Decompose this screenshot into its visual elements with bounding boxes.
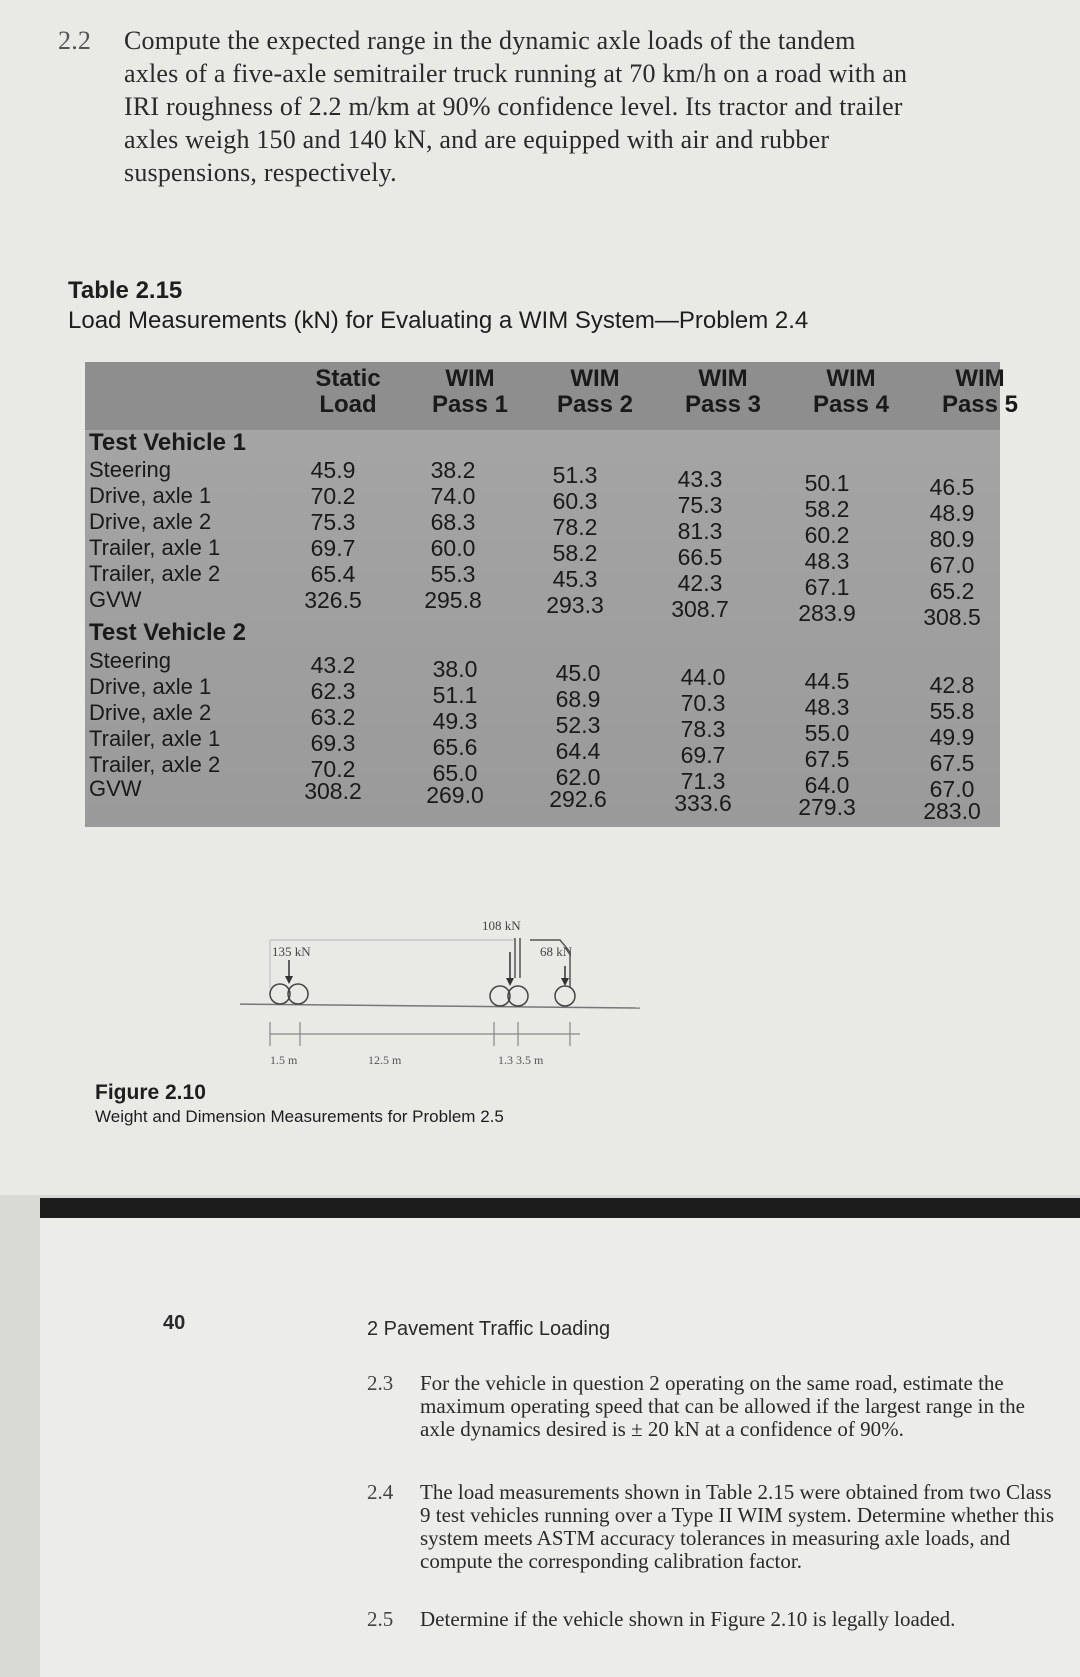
table-cell: 65.6 bbox=[432, 734, 478, 760]
table-cell: 65.0 bbox=[432, 760, 478, 786]
table-cell: 65.4 bbox=[310, 561, 356, 587]
table-cell: 45.3 bbox=[552, 566, 598, 592]
row-label: Trailer, axle 1 bbox=[89, 726, 221, 751]
table-cell: 48.9 bbox=[929, 500, 975, 526]
problem-text: Determine if the vehicle shown in Figure 2.10 is legally loaded. bbox=[420, 1607, 956, 1631]
row-label: GVW bbox=[89, 587, 142, 612]
group-title-vehicle-2: Test Vehicle 2 bbox=[89, 619, 246, 646]
wheel-icon bbox=[490, 986, 510, 1006]
table-cell: 60.0 bbox=[430, 535, 476, 561]
table-cell: 67.0 bbox=[929, 552, 975, 578]
column-header-static: Static Load bbox=[315, 365, 381, 418]
table-cell: 50.1 bbox=[804, 470, 850, 496]
table-cell: 293.3 bbox=[546, 592, 604, 618]
table-cell: 295.8 bbox=[424, 587, 482, 613]
table-cell: 75.3 bbox=[677, 492, 723, 518]
table-cell: 78.3 bbox=[680, 716, 726, 742]
table-cell: 66.5 bbox=[677, 544, 723, 570]
table-cell: 45.0 bbox=[555, 660, 601, 686]
figure-title: Weight and Dimension Measurements for Problem 2.5 bbox=[95, 1107, 504, 1126]
table-cell: 49.9 bbox=[929, 724, 975, 750]
problem-text: Compute the expected range in the dynamic axle loads of the tandem axles of a five-axle semitrailer truck running at 70 km/h on a road with an IRI roughness of 2.2 m/km at 90% confidence level. Its tractor and trailer axles weigh 150 and 140 kN, and are equipped with air and rubber suspensions, respectively. bbox=[124, 26, 908, 187]
table-cell: 70.2 bbox=[310, 756, 356, 782]
table-cell: 38.0 bbox=[432, 656, 478, 682]
table-cell: 51.1 bbox=[432, 682, 478, 708]
table-cell: 48.3 bbox=[804, 548, 850, 574]
problem-text: The load measurements shown in Table 2.15 were obtained from two Class 9 test vehicles running over a Type II WIM system. Determine whether this system meets ASTM accuracy tolerances in measuring axle loads, and compute the corresponding calibration factor. bbox=[420, 1480, 1055, 1573]
page-number: 40 bbox=[163, 1312, 186, 1334]
load-label-rear: 135 kN bbox=[272, 944, 311, 959]
road-line bbox=[240, 1004, 640, 1008]
table-cell: 38.2 bbox=[430, 457, 476, 483]
table-cell: 67.0 bbox=[929, 776, 975, 802]
table-cell: 308.7 bbox=[671, 596, 729, 622]
column-header-pass-3: WIM Pass 3 bbox=[684, 365, 762, 418]
table-cell: 67.1 bbox=[804, 574, 850, 600]
column-header-pass-5: WIM Pass 5 bbox=[941, 365, 1019, 418]
wheel-icon bbox=[508, 986, 528, 1006]
table-cell: 80.9 bbox=[929, 526, 975, 552]
row-label: Drive, axle 2 bbox=[89, 509, 212, 534]
table-cell: 70.2 bbox=[310, 483, 356, 509]
table-cell: 46.5 bbox=[929, 474, 975, 500]
table-cell: 69.3 bbox=[310, 730, 356, 756]
table-cell: 70.3 bbox=[680, 690, 726, 716]
table-cell: 43.2 bbox=[310, 652, 356, 678]
chapter-title: 2 Pavement Traffic Loading bbox=[367, 1318, 611, 1340]
dimension-label: 1.3 3.5 m bbox=[498, 1053, 544, 1067]
arrow-head-icon bbox=[285, 976, 293, 984]
figure-caption bbox=[95, 1080, 504, 1128]
table-cell: 326.5 bbox=[304, 587, 362, 613]
page-divider bbox=[40, 1198, 1080, 1218]
table-title: Load Measurements (kN) for Evaluating a WIM System—Problem 2.4 bbox=[68, 307, 809, 334]
table-cell: 58.2 bbox=[552, 540, 598, 566]
table-cell: 308.5 bbox=[923, 604, 981, 630]
table-cell: 68.3 bbox=[430, 509, 476, 535]
table-cell: 42.3 bbox=[677, 570, 723, 596]
arrow-head-icon bbox=[506, 978, 514, 986]
table-cell: 78.2 bbox=[552, 514, 598, 540]
table-cell: 67.5 bbox=[929, 750, 975, 776]
figure-number: Figure 2.10 bbox=[95, 1081, 206, 1104]
wheel-icon bbox=[270, 984, 290, 1004]
table-cell: 69.7 bbox=[680, 742, 726, 768]
load-label-steering: 68 kN bbox=[540, 944, 573, 959]
truck-diagram bbox=[240, 900, 660, 1070]
table-cell: 45.9 bbox=[310, 457, 356, 483]
table-cell: 269.0 bbox=[426, 782, 484, 808]
column-header-pass-4: WIM Pass 4 bbox=[812, 365, 890, 418]
row-label: Trailer, axle 2 bbox=[89, 752, 221, 777]
table-cell: 48.3 bbox=[804, 694, 850, 720]
table-cell: 68.9 bbox=[555, 686, 601, 712]
table-cell: 58.2 bbox=[804, 496, 850, 522]
dimension-label: 1.5 m bbox=[270, 1053, 298, 1067]
table-cell: 283.0 bbox=[923, 798, 981, 824]
load-measurement-table bbox=[85, 362, 1019, 827]
table-cell: 52.3 bbox=[555, 712, 601, 738]
table-cell: 308.2 bbox=[304, 778, 362, 804]
row-label: GVW bbox=[89, 776, 142, 801]
table-cell: 62.3 bbox=[310, 678, 356, 704]
table-cell: 292.6 bbox=[549, 786, 607, 812]
table-cell: 44.5 bbox=[804, 668, 850, 694]
table-cell: 71.3 bbox=[680, 768, 726, 794]
table-cell: 55.3 bbox=[430, 561, 476, 587]
table-cell: 333.6 bbox=[674, 790, 732, 816]
problem-number: 2.5 bbox=[367, 1607, 394, 1631]
table-cell: 62.0 bbox=[555, 764, 601, 790]
table-cell: 279.3 bbox=[798, 794, 856, 820]
dimension-label: 12.5 m bbox=[368, 1053, 402, 1067]
arrow-head-icon bbox=[561, 978, 569, 986]
table-cell: 51.3 bbox=[552, 462, 598, 488]
table-cell: 65.2 bbox=[929, 578, 975, 604]
row-label: Drive, axle 2 bbox=[89, 700, 212, 725]
table-cell: 44.0 bbox=[680, 664, 726, 690]
table-cell: 60.2 bbox=[804, 522, 850, 548]
table-cell: 60.3 bbox=[552, 488, 598, 514]
table-cell: 283.9 bbox=[798, 600, 856, 626]
group-title-vehicle-1: Test Vehicle 1 bbox=[89, 429, 246, 456]
column-header-pass-2: WIM Pass 2 bbox=[556, 365, 634, 418]
row-label: Steering bbox=[89, 648, 171, 673]
table-cell: 55.0 bbox=[804, 720, 850, 746]
row-label: Trailer, axle 1 bbox=[89, 535, 221, 560]
problem-number: 2.3 bbox=[367, 1371, 394, 1395]
column-header-pass-1: WIM Pass 1 bbox=[431, 365, 509, 418]
row-label: Drive, axle 1 bbox=[89, 483, 212, 508]
problem-number: 2.2 bbox=[58, 26, 92, 55]
table-cell: 67.5 bbox=[804, 746, 850, 772]
wheel-icon bbox=[555, 986, 575, 1006]
row-label: Trailer, axle 2 bbox=[89, 561, 221, 586]
row-label: Steering bbox=[89, 457, 171, 482]
table-cell: 55.8 bbox=[929, 698, 975, 724]
wheel-icon bbox=[288, 984, 308, 1004]
load-label-drive: 108 kN bbox=[482, 918, 521, 933]
table-cell: 63.2 bbox=[310, 704, 356, 730]
table-cell: 43.3 bbox=[677, 466, 723, 492]
table-number: Table 2.15 bbox=[68, 277, 183, 304]
problem-text: For the vehicle in question 2 operating on the same road, estimate the maximum operating speed that can be allowed if the largest range in the axle dynamics desired is ± 20 kN at a confidence of 90%. bbox=[420, 1371, 1025, 1441]
table-cell: 64.0 bbox=[804, 772, 850, 798]
table-cell: 69.7 bbox=[310, 535, 356, 561]
table-cell: 42.8 bbox=[929, 672, 975, 698]
problem-number: 2.4 bbox=[367, 1480, 394, 1504]
table-caption bbox=[68, 276, 808, 336]
table-cell: 64.4 bbox=[555, 738, 601, 764]
row-label: Drive, axle 1 bbox=[89, 674, 212, 699]
table-cell: 75.3 bbox=[310, 509, 356, 535]
table-cell: 81.3 bbox=[677, 518, 723, 544]
table-cell: 74.0 bbox=[430, 483, 476, 509]
table-cell: 49.3 bbox=[432, 708, 478, 734]
